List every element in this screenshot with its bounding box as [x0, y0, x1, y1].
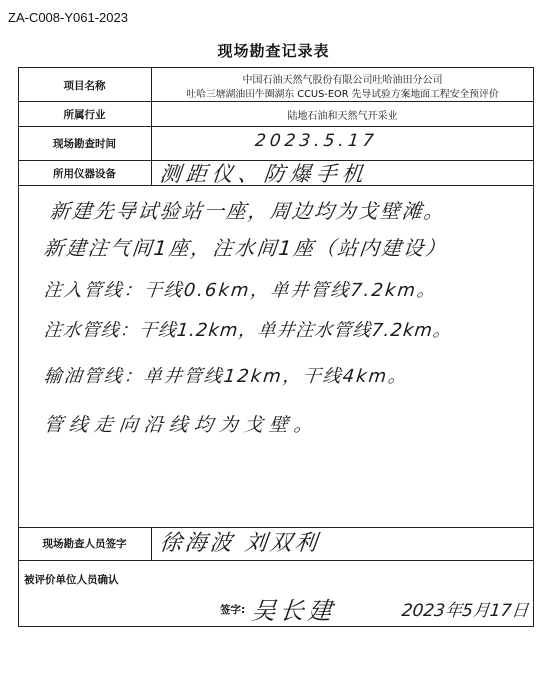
- form-title: 现场勘查记录表: [217, 42, 330, 60]
- row-divider: [18, 126, 534, 127]
- survey-time-label: 现场勘查时间: [53, 138, 116, 150]
- confirm-label: 被评价单位人员确认: [24, 574, 119, 586]
- industry-label: 所属行业: [63, 109, 106, 121]
- row-divider: [18, 101, 534, 102]
- note-line: 新建注气间1座，注水间1座（站内建设）: [42, 236, 449, 260]
- note-line: 注入管线：干线0.6km，单井管线7.2km。: [42, 280, 439, 301]
- note-line: 新建先导试验站一座，周边均为戈壁滩。: [48, 199, 448, 223]
- industry-value: 陆地石油和天然气开采业: [287, 111, 398, 122]
- survey-time-value: 2023.5.17: [253, 131, 379, 151]
- instruments-label: 所用仪器设备: [53, 168, 116, 180]
- surveyor-signature-label: 现场勘查人员签字: [42, 538, 127, 550]
- column-divider: [151, 527, 152, 560]
- project-name-label: 项目名称: [63, 80, 106, 92]
- project-name-line1: 中国石油天然气股份有限公司吐哈油田分公司: [242, 75, 443, 86]
- row-divider: [18, 560, 534, 561]
- note-line: 输油管线：单井管线12km，干线4km。: [42, 366, 410, 387]
- surveyor-signatures: 徐海波 刘双利: [158, 531, 322, 556]
- note-line: 管线走向沿线均为戈壁。: [42, 414, 321, 436]
- sign-label: 签字:: [220, 604, 246, 616]
- document-code: ZA-C008-Y061-2023: [8, 10, 128, 25]
- confirm-date: 2023年5月17日: [400, 601, 530, 621]
- confirm-signature: 吴长建: [250, 597, 338, 625]
- note-line: 注水管线：干线1.2km，单井注水管线7.2km。: [42, 320, 454, 341]
- instruments-value: 测距仪、防爆手机: [158, 162, 370, 186]
- project-name-line2: 吐哈三塘湖油田牛圈湖东 CCUS-EOR 先导试验方案地面工程安全预评价: [186, 89, 499, 100]
